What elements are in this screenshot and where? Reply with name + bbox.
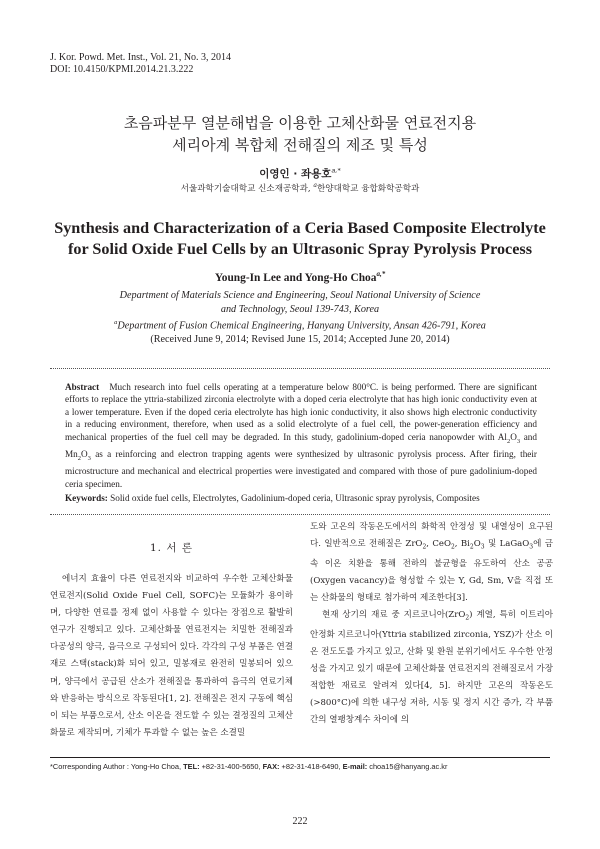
english-title-line2: for Solid Oxide Fuel Cells by an Ultrasonic Spray Pyrolysis Process <box>67 240 533 258</box>
received-dates: (Received June 9, 2014; Revised June 15, 2014; Accepted June 20, 2014) <box>150 333 450 345</box>
english-affiliation-2: Department of Fusion Chemical Engineering, Hanyang University, Ansan 426-791, Korea <box>117 320 486 332</box>
sub-zro2: 2 <box>422 543 427 551</box>
footnote-rule <box>50 757 550 758</box>
left-column <box>50 540 293 742</box>
sub-ceo2: 2 <box>450 543 455 551</box>
footnote-tel-label: TEL: <box>183 762 200 771</box>
abstract-sub-3: 2 <box>77 454 82 462</box>
abstract <box>65 381 537 490</box>
korean-title-line2: 세리아계 복합체 전해질의 제조 및 특성 <box>172 136 428 154</box>
right-column <box>310 519 553 730</box>
divider-top <box>50 368 550 369</box>
intro-paragraph-2 <box>310 519 553 607</box>
english-affiliation-2-sup: a <box>114 319 118 326</box>
right-text-a: 도와 고온의 작동온도에서의 화학적 안정성 및 내열성이 요구된다. 일반적으로 전해질은 ZrO <box>310 522 553 550</box>
korean-author-names: 이영인 · 좌용호 <box>259 168 332 180</box>
footnote-tel: +82-31-400-5650, <box>199 762 263 771</box>
korean-title-line1: 초음파분무 열분해법을 이용한 고체산화물 연료전지용 <box>123 114 477 132</box>
english-authors <box>0 270 600 284</box>
english-title-line1: Synthesis and Characterization of a Ceria Based Composite Electrolyte <box>54 219 546 237</box>
section-heading: 1. 서 론 <box>150 542 193 554</box>
korean-affiliation-sup: a <box>313 182 317 190</box>
korean-author-sup: a,* <box>331 166 341 175</box>
intro-paragraph-3 <box>310 607 553 729</box>
korean-title <box>0 112 600 156</box>
right-text-f: 에 금속 이온 치환을 통해 전하의 불균형을 유도하여 산소 공공(Oxygen vacancy)을 형성할 수 있는 Y, Gd, Sm, V을 직접 또는 산화물의 형태로 첨가하여 제조한다[3]. <box>310 539 553 604</box>
english-affiliation-1b: and Technology, Seoul 139-743, Korea <box>220 303 380 315</box>
keywords <box>65 493 545 503</box>
right-text-b: , CeO <box>426 539 451 550</box>
journal-doi: DOI: 10.4150/KPMI.2014.21.3.222 <box>50 64 194 75</box>
abstract-sub-2: 3 <box>516 437 521 445</box>
keywords-label: Keywords: <box>65 493 108 503</box>
footnote-label: *Corresponding Author : <box>50 762 131 771</box>
right-text-g: 현재 상기의 재료 중 지르코니아(ZrO <box>322 610 466 621</box>
korean-affiliation-2: 한양대학교 융합화학공학과 <box>316 184 420 194</box>
abstract-sub-4: 3 <box>87 454 91 462</box>
korean-authors <box>0 166 600 181</box>
korean-affiliation-1: 서울과학기술대학교 신소재공학과, <box>180 184 314 194</box>
footnote-fax: +82-31-418-6490, <box>279 762 343 771</box>
english-affiliation-1a: Department of Materials Science and Engineering, Seoul National University of Science <box>119 290 481 301</box>
sub-lagao3: 3 <box>529 543 534 551</box>
right-text-e: 및 LaGaO <box>484 539 530 550</box>
abstract-text-3: and Mn <box>65 431 537 459</box>
journal-citation: J. Kor. Powd. Met. Inst., Vol. 21, No. 3, 2014 <box>50 52 232 63</box>
page-number: 222 <box>292 816 308 827</box>
abstract-text-2: O <box>510 431 517 442</box>
abstract-label: Abstract <box>65 382 100 392</box>
korean-affiliation <box>0 182 600 194</box>
abstract-text-1: Much research into fuel cells operating at a temperature below 800°C. is being performed. There are significant efforts to replace the yttria-stabilized zirconia electrolyte with a doped ceria electrolyte that has high ionic conductivity even at a lower temperature. Even if the doped ceria electrolyte has high ionic conductivity, it also shows high electronic conductivity in a reducing environment, therefore, when used as a solid electrolyte of a fuel cell, the power-generation efficiency and mechanical properties of the fuel cell may be degraded. In this study, gadolinium-doped ceria nanopowder with Al <box>65 382 538 442</box>
keywords-text: Solid oxide fuel cells, Electrolytes, Gadolinium-doped ceria, Ultrasonic spray pyrolysis, Composites <box>107 493 480 503</box>
journal-header <box>50 52 231 76</box>
divider-bottom <box>50 514 550 515</box>
right-text-d: O <box>473 539 481 550</box>
sub-bi2: 2 <box>469 543 474 551</box>
abstract-text-4: O <box>81 448 88 459</box>
footnote-name: Yong-Ho Choa, <box>130 762 184 771</box>
english-title <box>0 218 600 260</box>
sub-zro2-b: 2 <box>465 614 470 622</box>
footnote-fax-label: FAX: <box>262 762 280 771</box>
english-author-sup: a,* <box>376 270 386 278</box>
right-text-h: ) 계열, 특히 이트리아 안정화 지르코니아(Yttria stabilized zirconia, YSZ)가 산소 이온 전도도를 가지고 있고, 산화 및 환원 분위기에서도 우수한 안정성을 가지고 있기 때문에 고체산화물 연료전지의 전해질로서 가장 적합한 재료로 알려져 있다[4, 5]. 하지만 고온의 작동온도(>800°C)에 의한 내구성 저하, 시동 및 정지 시간 증가, 각 부품간의 열팽창계수 차이에 의 <box>310 610 553 726</box>
english-affiliation <box>0 289 600 346</box>
right-text-c: , Bi <box>454 539 470 550</box>
abstract-sub-1: 2 <box>506 437 511 445</box>
footnote-email[interactable]: choa15@hanyang.ac.kr <box>367 762 448 771</box>
sub-o3: 3 <box>480 543 485 551</box>
english-author-names: Young-In Lee and Yong-Ho Choa <box>214 271 377 284</box>
abstract-text-5: as a reinforcing and electron trapping agents were synthesized by ultrasonic pyrolysis process. After firing, their microstructure and mechanical and electrical properties were investigated and compared with those of pure gadolinium-doped ceria specimen. <box>65 448 537 489</box>
intro-paragraph-1: 에너지 효율이 다른 연료전지와 비교하여 우수한 고체산화물 연료전지(Solid Oxide Fuel Cell, SOFC)는 모듈화가 용이하며, 다양한 연료를 정제 없이 사용할 수 있다는 장점으로 활발히 연구가 진행되고 있다. 고체산화물 연료전지는 치밀한 전해질과 다공성의 양극, 음극으로 구성되어 있다. 각각의 구성 부품은 연결재로 스택(stack)화 되어 있고, 밀봉재로 완전히 밀봉되어 있으며, 양극에서 공급된 산소가 전해질을 통과하여 음극의 연료기체와 반응하는 방식으로 작동된다[1, 2]. 전해질은 전지 구동에 핵심이 되는 부품으로서, 산소 이온을 전도할 수 있는 결정질의 고체산화물로 제작되며, 기체가 투과할 수 없는 높은 소결밀 <box>50 574 293 738</box>
footnote-email-label: E-mail: <box>342 762 368 771</box>
corresponding-author-footnote <box>50 762 447 771</box>
english-affiliation-2-row <box>0 316 600 333</box>
